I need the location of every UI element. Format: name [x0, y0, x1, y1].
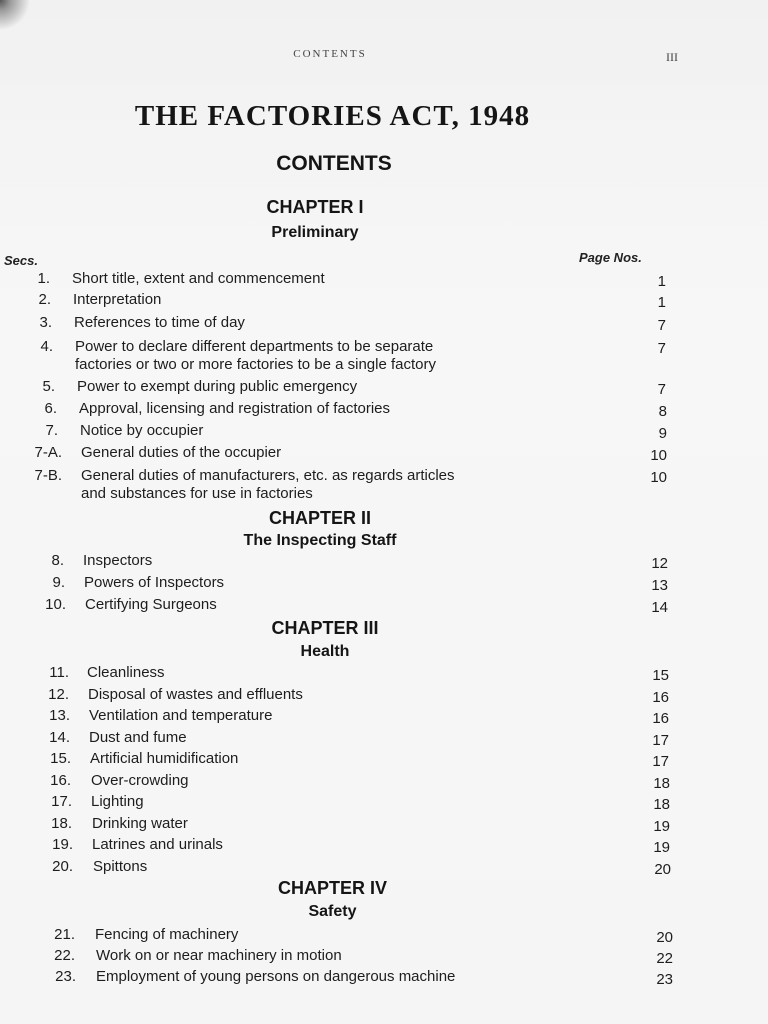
- section-title-line: Spittons: [93, 858, 148, 875]
- chapter-subtitle: The Inspecting Staff: [243, 532, 397, 549]
- section-number: 9.: [52, 574, 65, 591]
- page-reference: 16: [652, 689, 669, 706]
- chapter-subtitle: Safety: [308, 903, 357, 920]
- section-number: 7-A.: [34, 444, 62, 461]
- section-number: 17.: [51, 793, 72, 810]
- section-number: 2.: [38, 291, 51, 308]
- section-title-line: General duties of the occupier: [81, 444, 282, 461]
- page-reference: 9: [658, 425, 667, 442]
- section-title-line: Ventilation and temperature: [89, 707, 273, 724]
- section-number: 16.: [50, 772, 71, 789]
- section-number: 23.: [55, 968, 76, 985]
- chapter-label: CHAPTER IV: [277, 878, 387, 898]
- page-reference: 23: [656, 971, 673, 988]
- section-number: 22.: [54, 947, 75, 964]
- page-reference: 7: [657, 317, 666, 334]
- section-title-line: Certifying Surgeons: [85, 596, 217, 613]
- chapter-label: CHAPTER II: [268, 508, 371, 528]
- page-reference: 15: [652, 667, 669, 684]
- page-reference: 8: [658, 403, 667, 420]
- section-title-line: Cleanliness: [87, 664, 165, 681]
- chapter-label: CHAPTER I: [266, 197, 364, 217]
- page-reference: 18: [653, 775, 670, 792]
- section-number: 7-B.: [34, 467, 62, 484]
- section-title-line: References to time of day: [74, 314, 245, 331]
- section-title-line: Inspectors: [83, 552, 153, 569]
- page-reference: 1: [657, 273, 666, 290]
- section-number: 15.: [50, 750, 71, 767]
- section-number: 14.: [49, 729, 70, 746]
- section-title-line: General duties of manufacturers, etc. as regards articles: [81, 467, 455, 484]
- section-title-line: and substances for use in factories: [81, 485, 313, 502]
- section-number: 20.: [52, 858, 73, 875]
- section-number: 11.: [49, 664, 69, 681]
- section-title-line: Approval, licensing and registration of factories: [79, 400, 391, 417]
- page-reference: 12: [651, 555, 668, 572]
- section-title-line: Artificial humidification: [90, 750, 239, 767]
- section-title-line: Short title, extent and commencement: [72, 270, 325, 287]
- section-title-line: Power to exempt during public emergency: [77, 378, 358, 395]
- page-nos-column-header: Page Nos.: [579, 250, 642, 265]
- section-number: 21.: [54, 926, 75, 943]
- page-reference: 1: [657, 294, 666, 311]
- chapter-label: CHAPTER III: [271, 618, 379, 638]
- act-title: THE FACTORIES ACT, 1948: [134, 100, 531, 132]
- page-reference: 20: [656, 929, 673, 946]
- section-number: 12.: [48, 686, 69, 703]
- section-title-line: Dust and fume: [89, 729, 187, 746]
- page-reference: 7: [657, 381, 666, 398]
- section-title-line: Powers of Inspectors: [84, 574, 225, 591]
- page-reference: 22: [656, 950, 673, 967]
- section-number: 8.: [51, 552, 64, 569]
- section-title-line: Fencing of machinery: [95, 926, 239, 943]
- contents-heading: CONTENTS: [276, 152, 392, 175]
- page-reference: 19: [653, 818, 670, 835]
- section-number: 13.: [49, 707, 70, 724]
- section-title-line: Over-crowding: [91, 772, 189, 789]
- section-title-line: Work on or near machinery in motion: [96, 947, 342, 964]
- section-number: 6.: [44, 400, 57, 417]
- section-number: 3.: [39, 314, 52, 331]
- page-reference: 10: [650, 469, 667, 486]
- section-title-line: Lighting: [91, 793, 144, 810]
- page-reference: 17: [652, 753, 669, 770]
- page-corner-shadow: [0, 0, 40, 30]
- section-title-line: factories or two or more factories to be a single factory: [75, 356, 436, 373]
- section-title-line: Interpretation: [73, 291, 162, 308]
- section-title-line: Power to declare different departments to be separate: [75, 338, 434, 355]
- section-number: 10.: [45, 596, 66, 613]
- section-number: 1.: [37, 270, 50, 287]
- page-reference: 13: [651, 577, 668, 594]
- section-title-line: Notice by occupier: [80, 422, 204, 439]
- secs-column-header: Secs.: [4, 253, 38, 268]
- section-title-line: Latrines and urinals: [92, 836, 223, 853]
- section-title-line: Drinking water: [92, 815, 188, 832]
- section-number: 5.: [42, 378, 55, 395]
- section-title-line: Disposal of wastes and effluents: [88, 686, 303, 703]
- page-reference: 14: [651, 599, 668, 616]
- page-number: III: [666, 50, 678, 64]
- chapter-subtitle: Preliminary: [271, 224, 359, 241]
- section-number: 18.: [51, 815, 72, 832]
- section-number: 4.: [40, 338, 53, 355]
- section-number: 7.: [45, 422, 58, 439]
- chapter-subtitle: Health: [300, 643, 350, 660]
- page-reference: 20: [654, 861, 671, 878]
- page-reference: 10: [650, 447, 667, 464]
- page-reference: 7: [657, 340, 666, 357]
- section-title-line: Employment of young persons on dangerous machine: [96, 968, 456, 985]
- section-number: 19.: [52, 836, 73, 853]
- page-reference: 18: [653, 796, 670, 813]
- running-head: CONTENTS: [293, 48, 367, 60]
- page-reference: 19: [653, 839, 670, 856]
- page-reference: 16: [652, 710, 669, 727]
- page-reference: 17: [652, 732, 669, 749]
